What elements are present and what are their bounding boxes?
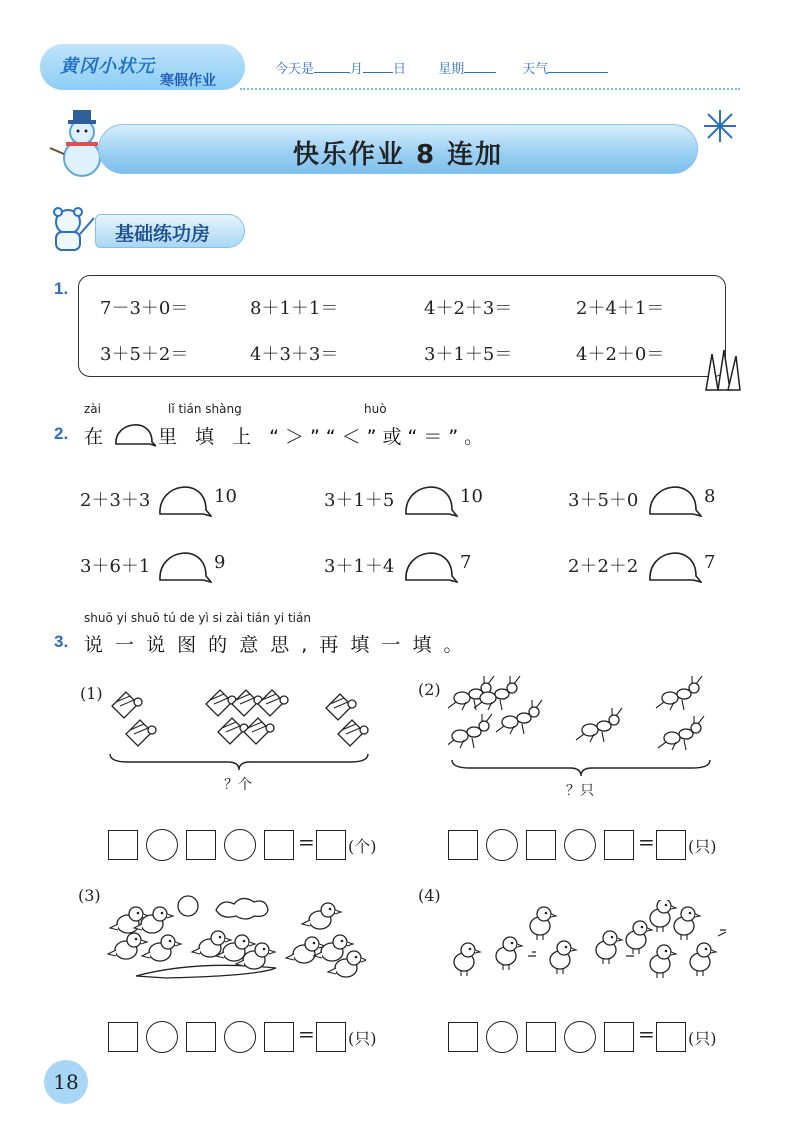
brace-label: ？只 [566,783,594,799]
answer-circle[interactable] [146,829,178,861]
brace-label: ？个 [224,777,252,793]
month-blank[interactable] [314,61,350,73]
answer-square[interactable] [108,1022,138,1052]
shuttlecock-picture [106,684,376,748]
answer-square[interactable] [316,830,346,860]
answer-bubble-icon [112,414,156,448]
part-label: (4) [418,886,441,905]
answer-square[interactable] [604,830,634,860]
answer-circle[interactable] [224,1021,256,1053]
header-divider [240,88,740,90]
answer-circle[interactable] [564,829,596,861]
answer-square[interactable] [186,1022,216,1052]
answer-square[interactable] [656,830,686,860]
answer-square[interactable] [448,830,478,860]
compare-right: 7 [460,552,472,573]
answer-square[interactable] [656,1022,686,1052]
answer-square[interactable] [604,1022,634,1052]
unit-label: (只) [348,1029,377,1048]
equals-sign: = [638,1022,655,1046]
weather-label: 天气 [522,62,549,77]
ant-picture [448,676,718,756]
question-text: 说 一 说 图 的 意 思 , 再 填 一 填 。 [84,634,466,656]
part-label: (2) [418,680,441,699]
equation: 2＋4＋1＝ [576,298,665,319]
compare-left: 2＋2＋2 [568,556,639,577]
compare-right: 10 [460,486,483,507]
pinyin: lǐ tián shàng [168,402,242,416]
equation: 4＋2＋3＝ [424,298,513,319]
answer-bubble[interactable] [156,474,212,518]
pinyin: shuō yi shuō tú de yì si zài tián yi tián [84,611,311,625]
question-number: 2. [54,424,69,443]
answer-square[interactable] [108,830,138,860]
section-title: 基础练功房 [115,223,211,245]
equation: 4＋3＋3＝ [250,344,339,365]
part-label: (3) [78,886,101,905]
unit-label: (个) [348,837,377,856]
compare-right: 10 [214,486,237,507]
weather-blank[interactable] [548,61,608,73]
answer-circle[interactable] [486,829,518,861]
answer-bubble[interactable] [402,540,458,584]
compare-left: 3＋5＋0 [568,490,639,511]
chick-picture [450,900,740,984]
answer-circle[interactable] [146,1021,178,1053]
series-name: 寒假作业 [160,73,216,89]
bamboo-shoots-icon [698,346,742,392]
compare-right: 8 [704,486,716,507]
brace [450,758,712,778]
date-line [275,58,608,77]
page-title: 快乐作业 8 连加 [292,140,504,170]
part-label: (1) [80,684,103,703]
equation: 4＋2＋0＝ [576,344,665,365]
question-number: 1. [54,279,69,298]
unit-label: (只) [688,837,717,856]
question-number: 3. [54,632,69,651]
equation: 8＋1＋1＝ [250,298,339,319]
pinyin: zài [84,402,101,416]
answer-bubble[interactable] [646,540,702,584]
pinyin: huò [364,402,387,416]
equals-sign: = [298,830,315,854]
answer-square[interactable] [186,830,216,860]
answer-bubble[interactable] [402,474,458,518]
answer-circle[interactable] [564,1021,596,1053]
answer-bubble[interactable] [156,540,212,584]
answer-square[interactable] [264,830,294,860]
equation: 3＋5＋2＝ [100,344,189,365]
day-label: 日 [393,62,407,77]
snowflake-icon [702,108,738,144]
compare-left: 3＋1＋4 [324,556,395,577]
bird-picture [106,890,366,986]
question-text: 里 填 上 “＞”“＜”或“＝”。 [158,426,490,448]
answer-square[interactable] [448,1022,478,1052]
answer-circle[interactable] [486,1021,518,1053]
compare-left: 2＋3＋3 [80,490,151,511]
answer-circle[interactable] [224,829,256,861]
compare-right: 7 [704,552,716,573]
answer-square[interactable] [264,1022,294,1052]
month-label: 月 [350,62,364,77]
answer-bubble[interactable] [646,474,702,518]
equals-sign: = [638,830,655,854]
page-number: 18 [53,1070,79,1094]
weekday-label: 星期 [438,62,465,77]
answer-square[interactable] [526,830,556,860]
equation: 7－3＋0＝ [100,298,189,319]
answer-square[interactable] [316,1022,346,1052]
compare-left: 3＋1＋5 [324,490,395,511]
compare-right: 9 [214,552,226,573]
compare-left: 3＋6＋1 [80,556,151,577]
brace [108,752,370,772]
equation: 3＋1＋5＝ [424,344,513,365]
brand-name: 黄冈小状元 [60,56,155,77]
date-today-label: 今天是 [275,62,315,77]
question-text: 在 [84,426,110,448]
day-blank[interactable] [363,61,393,73]
bear-mascot-icon [44,204,98,252]
weekday-blank[interactable] [464,61,496,73]
answer-square[interactable] [526,1022,556,1052]
unit-label: (只) [688,1029,717,1048]
equals-sign: = [298,1022,315,1046]
